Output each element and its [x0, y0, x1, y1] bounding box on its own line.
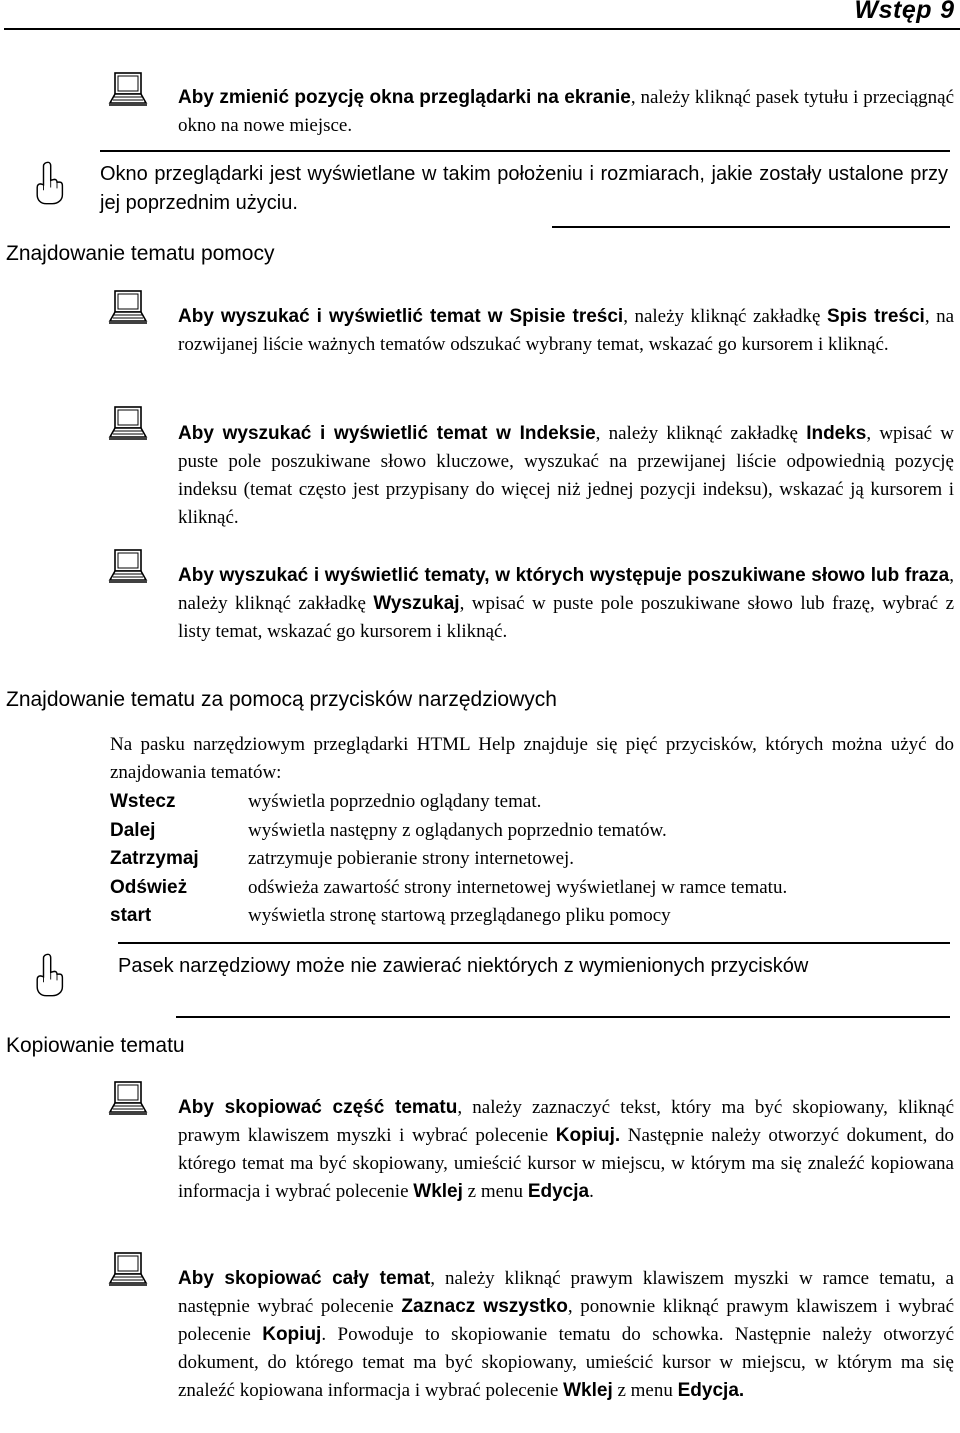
tip-rule-top — [118, 942, 950, 944]
tip-toolbar-missing: Pasek narzędziowy może nie zawierać niektórych z wymienionych przycisków — [118, 955, 809, 977]
list-item: Zatrzymaj zatrzymuje pobieranie strony internetowej. — [110, 848, 575, 870]
computer-icon — [108, 1252, 148, 1288]
pointing-hand-icon — [30, 160, 66, 206]
computer-icon — [108, 406, 148, 442]
computer-icon — [108, 1081, 148, 1117]
section-heading-copy-topic: Kopiowanie tematu — [6, 1034, 185, 1057]
list-item: Dalej wyświetla następny z oglądanych poprzednio tematów. — [110, 819, 667, 841]
note-copy-part: Aby skopiować część tematu, należy zaznaczyć tekst, który ma być skopiowany, kliknąć prawym klawiszem myszki i wybrać polecenie Kopiuj. Następnie należy otworzyć dokument, do którego temat ma być skopiowany, umieścić kursor w miejscu, w którym ma się znaleźć kopiowana informacja i wybrać polecenie Wklej z menu Edycja. — [178, 1097, 954, 1202]
tip-rule-bottom — [176, 1016, 950, 1018]
tip-rule-bottom — [552, 226, 950, 228]
tip-rule-top — [100, 150, 950, 152]
pointing-hand-icon — [30, 952, 66, 998]
note-copy-whole: Aby skopiować cały temat, należy kliknąć prawym klawiszem myszki w ramce tematu, a następnie wybrać polecenie Zaznacz wszystko, ponownie kliknąć prawym klawiszem i wybrać polecenie Kopiuj. Powoduje to skopiowanie tematu do schowka. Następnie należy otworzyć dokument, do którego temat ma być skopiowany, umieścić kursor w miejscu, w którym ma się znaleźć kopiowana informacja i wybrać polecenie Wklej z menu Edycja. — [178, 1268, 955, 1401]
list-item: Wstecz wyświetla poprzednio oglądany temat. — [110, 791, 542, 812]
note-phrase-search: Aby wyszukać i wyświetlić tematy, w których występuje poszukiwane słowo lub fraza, należy kliknąć zakładkę Wyszukaj, wpisać w puste pole poszukiwane słowo lub frazę, wybrać z listy temat, wskazać go kursorem i kliknąć. — [178, 565, 954, 642]
page-header — [0, 0, 960, 30]
note-contents-search: Aby wyszukać i wyświetlić temat w Spisie treści, należy kliknąć zakładkę Spis treści, na rozwijanej liście ważnych tematów odszukać wybrany temat, wskazać go kursorem i kliknąć. — [178, 306, 955, 355]
page-number: 9 — [940, 0, 954, 24]
list-item: start wyświetla stronę startową przeglądanego pliku pomocy — [110, 905, 671, 927]
tip-window-position: Okno przeglądarki jest wyświetlane w takim położeniu i rozmiarach, jakie zostały ustalone przy jej poprzednim użyciu. — [100, 163, 948, 214]
chapter-title: Wstęp — [854, 0, 932, 24]
list-item: Odśwież odświeża zawartość strony internetowej wyświetlanej w ramce tematu. — [110, 876, 788, 898]
header-rule — [4, 28, 960, 30]
note-index-search: Aby wyszukać i wyświetlić temat w Indeksie, należy kliknąć zakładkę Indeks, wpisać w puste pole poszukiwane słowo kluczowe, wyszukać na przewijanej liście odpowiednią pozycję indeksu (temat często jest przypisany do więcej niż jednej pozycji indeksu), wskazać ją kursorem i kliknąć. — [178, 423, 954, 528]
toolbar-button-list — [110, 788, 787, 931]
computer-icon — [108, 549, 148, 585]
computer-icon — [108, 290, 148, 326]
toolbar-intro: Na pasku narzędziowym przeglądarki HTML Help znajduje się pięć przycisków, których można użyć do znajdowania tematów: — [110, 734, 954, 783]
section-heading-toolbar-buttons: Znajdowanie tematu za pomocą przycisków narzędziowych — [6, 688, 557, 711]
note-move-window: Aby zmienić pozycję okna przeglądarki na ekranie, należy kliknąć pasek tytułu i przeciągnąć okno na nowe miejsce. — [178, 87, 954, 136]
section-heading-find-topic: Znajdowanie tematu pomocy — [6, 242, 275, 265]
computer-icon — [108, 72, 148, 108]
